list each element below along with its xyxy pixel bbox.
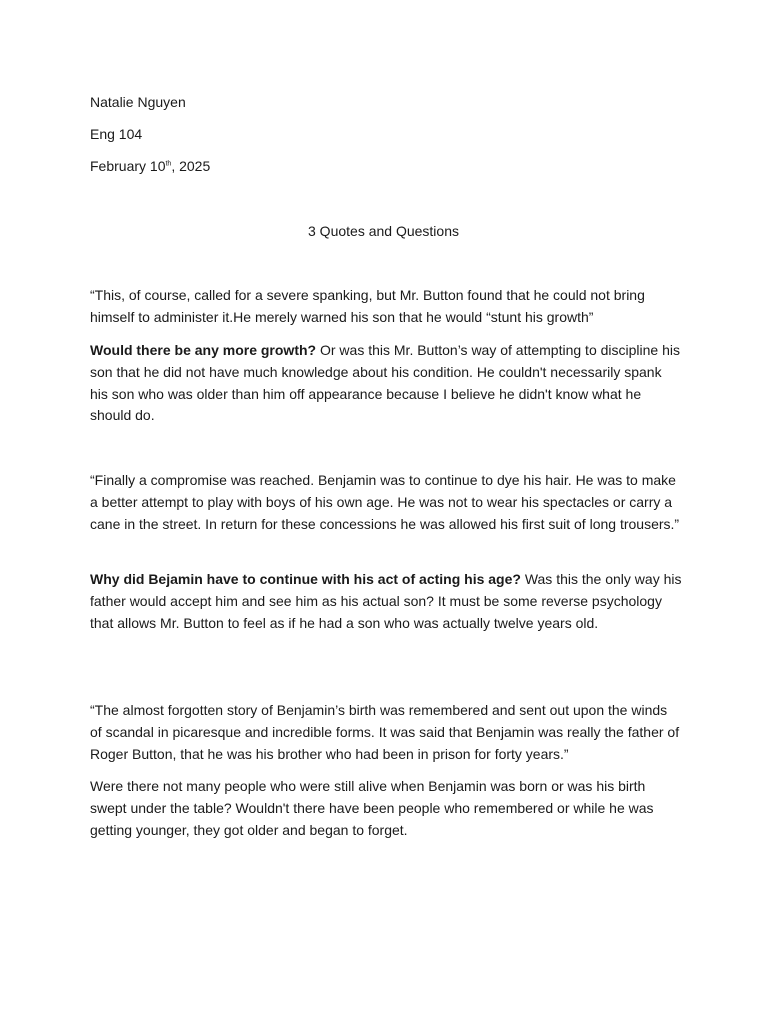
course-name: Eng 104 [90,126,143,142]
question-2: Why did Bejamin have to continue with his act of acting his age? [90,571,521,587]
response-1-text: Or was this Mr. Button’s way of attempting to discipline his son that he did not have much knowledge about his condition. He couldn't necessarily spank his son who was older than him off appearance because I believe he didn't know what he should do. [90,342,680,424]
response-3-text: Were there not many people who were still alive when Benjamin was born or was his birth swept under the table? Wouldn't there have been people who remembered or while he was getting younger, they got older and began to forget. [90,778,654,838]
date-prefix: February 10 [90,158,166,174]
date-ordinal-suffix: th [165,160,172,168]
page-title: 3 Quotes and Questions [308,223,459,239]
date-rest: , 2025 [171,158,211,174]
quote-1: “This, of course, called for a severe spanking, but Mr. Button found that he could not bring himself to administer it.He merely warned his son that he would “stunt his growth” [90,287,645,325]
quote-2: “Finally a compromise was reached. Benjamin was to continue to dye his hair. He was to make a better attempt to play with boys of his own age. He was not to wear his spectacles or carry a cane in the street. In return for these concessions he was allowed his first suit of long trousers.” [90,472,680,532]
response-3 [90,776,682,841]
response-2 [90,569,682,634]
document-date [90,157,210,175]
question-1: Would there be any more growth? [90,342,317,358]
author-name: Natalie Nguyen [90,94,186,110]
quote-3: “The almost forgotten story of Benjamin’s birth was remembered and sent out upon the winds of scandal in picaresque and incredible forms. It was said that Benjamin was really the father of Roger Button, that he was his brother who had been in prison for forty years.” [90,702,680,762]
document-page [90,0,682,1024]
response-2-text: Was this the only way his father would accept him and see him as his actual son? It must be some reverse psychology that allows Mr. Button to feel as if he had a son who was actually twelve years old. [90,571,682,631]
response-1 [90,340,682,427]
